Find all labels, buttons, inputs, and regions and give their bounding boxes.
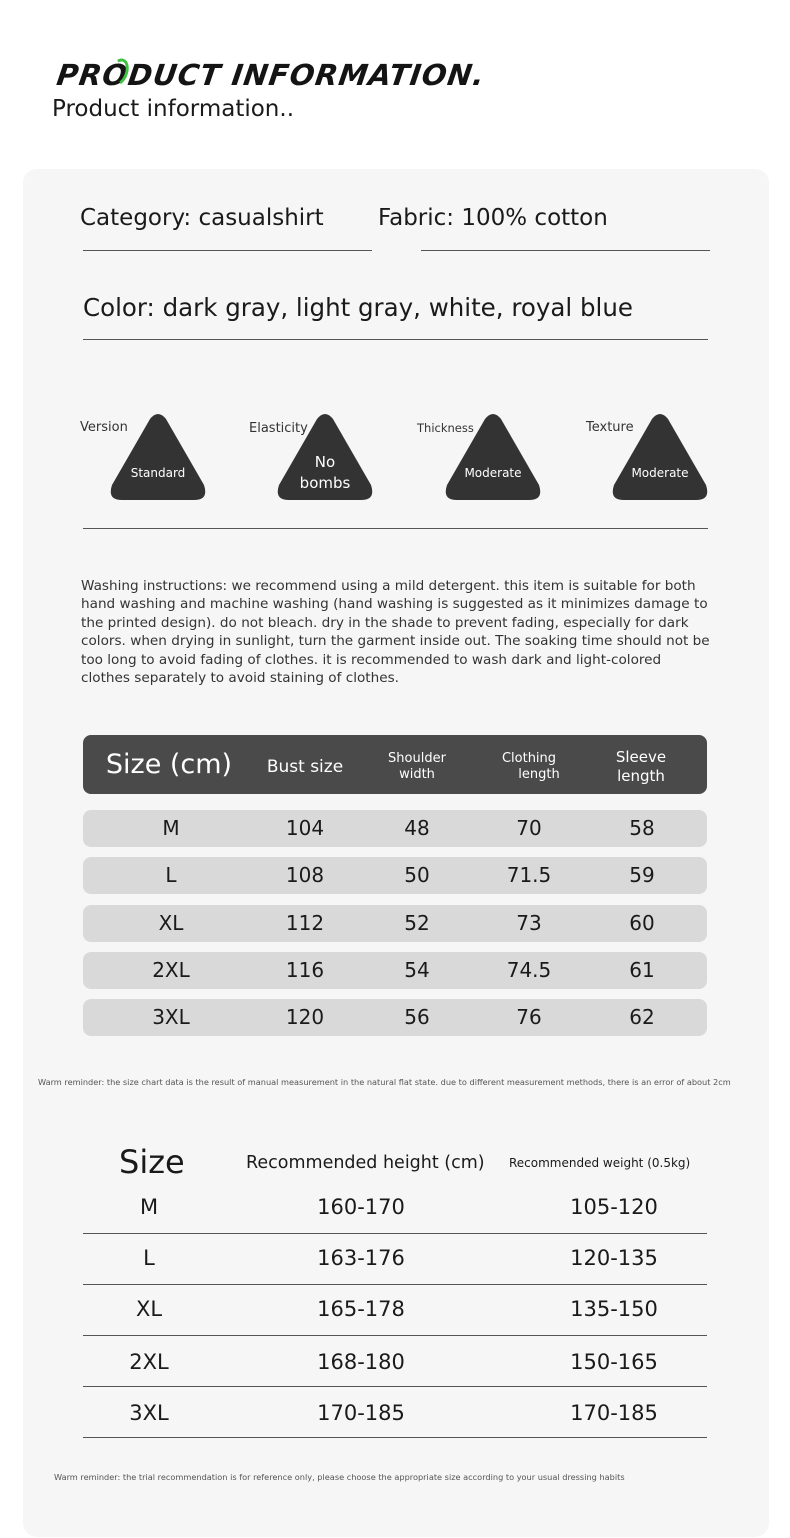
triangle-badge-icon <box>610 413 710 501</box>
fabric-field: Fabric: 100% cotton <box>378 205 608 231</box>
color-field: Color: dark gray, light gray, white, royal blue <box>83 293 633 322</box>
size-chart-header-shoulder-line2: width <box>399 767 435 782</box>
length-cell: 76 <box>516 1005 542 1029</box>
attributes-divider <box>83 528 708 529</box>
attribute-badge-elasticity <box>275 413 375 501</box>
shoulder-cell: 48 <box>404 816 430 840</box>
attribute-value-version: Standard <box>130 466 186 480</box>
size-chart-header-bust: Bust size <box>266 757 344 777</box>
recommend-height-cell: 165-178 <box>317 1297 405 1321</box>
fabric-underline <box>421 250 710 251</box>
recommend-weight-cell: 105-120 <box>570 1195 658 1219</box>
bust-cell: 112 <box>285 911 325 935</box>
size-chart-header-size: Size (cm) <box>105 749 233 780</box>
recommend-height-cell: 163-176 <box>317 1246 405 1270</box>
shoulder-cell: 50 <box>404 863 430 887</box>
size-cell: XL <box>158 911 184 935</box>
size-cell: L <box>165 863 177 887</box>
size-chart-header-shoulder-line1: Shoulder <box>388 751 446 766</box>
row-divider <box>83 1437 707 1438</box>
size-chart-header-sleeve-line1: Sleeve <box>615 748 667 766</box>
attribute-badge-texture <box>610 413 710 501</box>
size-chart-header-length-line2: length <box>518 767 560 782</box>
recommendation-reminder: Warm reminder: the trial recommendation is for reference only, please choose the appropriate size according to your usual dressing habits <box>54 1472 625 1482</box>
sleeve-cell: 61 <box>629 958 655 982</box>
table-row <box>83 905 707 942</box>
recommend-header-height: Recommended height (cm) <box>246 1153 485 1173</box>
attribute-label-texture: Texture <box>586 420 634 435</box>
triangle-badge-icon <box>443 413 543 501</box>
page-subtitle: Product information.. <box>52 96 295 122</box>
recommend-size-cell: M <box>139 1195 159 1219</box>
bust-cell: 104 <box>285 816 325 840</box>
sleeve-cell: 60 <box>629 911 655 935</box>
length-cell: 70 <box>516 816 542 840</box>
category-underline <box>83 250 372 251</box>
attribute-value-elasticity-line1: No <box>314 453 336 471</box>
recommend-weight-cell: 150-165 <box>570 1350 658 1374</box>
size-chart-header-length-line1: Clothing <box>501 751 557 766</box>
table-row <box>83 999 707 1036</box>
recommend-height-cell: 160-170 <box>317 1195 405 1219</box>
bust-cell: 116 <box>285 958 325 982</box>
attribute-label-thickness: Thickness <box>417 421 474 435</box>
size-cell: M <box>162 816 180 840</box>
table-row <box>83 857 707 894</box>
attribute-value-texture: Moderate <box>631 466 689 480</box>
length-cell: 73 <box>516 911 542 935</box>
attribute-label-version: Version <box>80 420 128 435</box>
attribute-value-elasticity-line2: bombs <box>299 474 351 492</box>
shoulder-cell: 54 <box>404 958 430 982</box>
triangle-badge-icon <box>108 413 208 501</box>
table-row <box>83 952 707 989</box>
recommend-weight-cell: 170-185 <box>570 1401 658 1425</box>
list-item <box>83 1336 707 1387</box>
shoulder-cell: 52 <box>404 911 430 935</box>
attribute-badge-thickness <box>443 413 543 501</box>
recommend-weight-cell: 120-135 <box>570 1246 658 1270</box>
recommend-header-weight: Recommended weight (0.5kg) <box>509 1156 691 1170</box>
recommend-size-cell: XL <box>135 1297 163 1321</box>
bust-cell: 108 <box>285 863 325 887</box>
length-cell: 71.5 <box>506 863 552 887</box>
list-item <box>83 1387 707 1438</box>
recommend-size-cell: 3XL <box>129 1401 169 1425</box>
sleeve-cell: 58 <box>629 816 655 840</box>
attribute-value-thickness: Moderate <box>464 466 522 480</box>
recommend-height-cell: 168-180 <box>317 1350 405 1374</box>
list-item <box>83 1183 707 1234</box>
table-row <box>83 810 707 847</box>
recommend-height-cell: 170-185 <box>317 1401 405 1425</box>
list-item <box>83 1285 707 1336</box>
page-title: PRODUCT INFORMATION. <box>54 58 488 92</box>
color-underline <box>83 339 708 340</box>
recommend-size-cell: 2XL <box>129 1350 169 1374</box>
attribute-label-elasticity: Elasticity <box>249 421 308 436</box>
size-cell: 2XL <box>152 958 190 982</box>
washing-instructions: Washing instructions: we recommend using a mild detergent. this item is suitable for both hand washing and machine washing (hand washing is suggested as it minimizes damage to the printed design). do not bleach. dry in the shade to prevent fading, especially for dark colors. when drying in sunlight, turn the garment inside out. The soaking time should not be too long to avoid fading of clothes. it is recommended to wash dark and light-colored clothes separately to avoid staining of clothes. <box>81 578 710 687</box>
size-cell: 3XL <box>152 1005 190 1029</box>
recommend-size-cell: L <box>143 1246 155 1270</box>
category-field: Category: casualshirt <box>80 205 324 231</box>
recommend-header-size: Size <box>119 1143 185 1181</box>
size-chart-header <box>83 735 707 794</box>
sleeve-cell: 62 <box>629 1005 655 1029</box>
bust-cell: 120 <box>285 1005 325 1029</box>
recommend-weight-cell: 135-150 <box>570 1297 658 1321</box>
length-cell: 74.5 <box>506 958 552 982</box>
list-item <box>83 1234 707 1285</box>
attribute-badge-version <box>108 413 208 501</box>
sleeve-cell: 59 <box>629 863 655 887</box>
size-chart-reminder: Warm reminder: the size chart data is the result of manual measurement in the natural flat state. due to different measurement methods, there is an error of about 2cm <box>38 1077 731 1087</box>
shoulder-cell: 56 <box>404 1005 430 1029</box>
size-chart-header-sleeve-line2: length <box>617 767 665 785</box>
